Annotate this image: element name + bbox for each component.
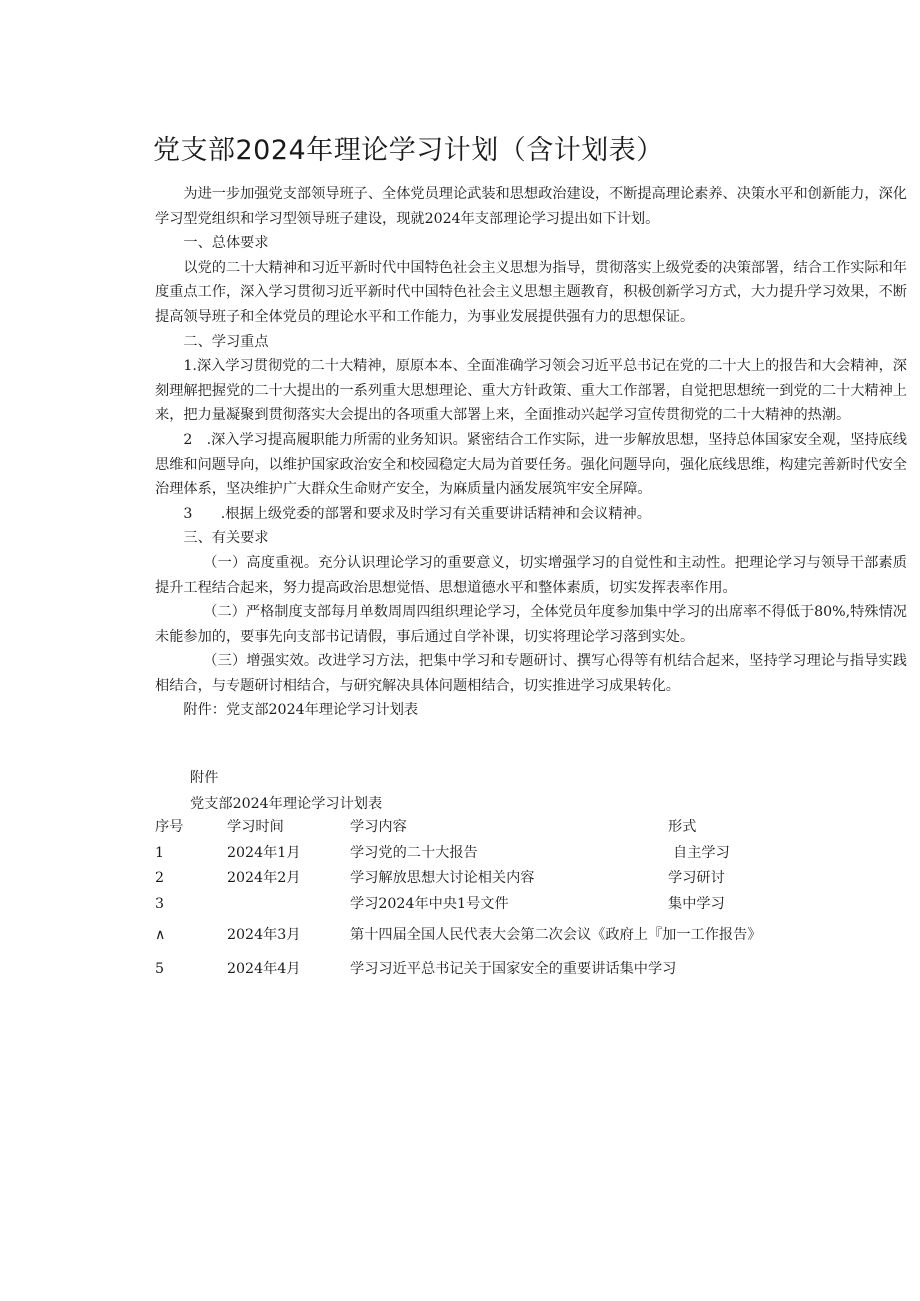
table-cell: 5 xyxy=(155,960,165,977)
requirements-paragraph: 以党的二十大精神和习近平新时代中国特色社会主义思想为指导，贯彻落实上级党委的决策部署，结合工作实际和年度重点工作，深入学习贯彻习近平新时代中国特色社会主义思想主题教育，积极创新学习方式，大力提升学习效果，不断提高领导班子和全体党员的理论水平和工作能力，为事业发展提供强有力的思想保证。 xyxy=(155,259,907,325)
table-row xyxy=(155,868,793,894)
header-cell: 形式 xyxy=(668,819,697,835)
appendix-table-title: 党支部2024年理论学习计划表 xyxy=(190,796,383,812)
header-cell: 学习内容 xyxy=(350,819,407,835)
header-cell: 序号 xyxy=(155,819,184,835)
related-item-1: （一）高度重视。充分认识理论学习的重要意义，切实增强学习的自觉性和主动性。把理论学习与领导干部素质提升工程结合起来，努力提高政治思想觉悟、思想道德水平和整体素质，切实发挥表率作用。 xyxy=(155,554,907,596)
section-heading-related: 三、有关要求 xyxy=(183,530,269,547)
table-cell: 2024年4月 xyxy=(227,960,301,977)
table-row xyxy=(155,919,793,951)
appendix-label: 附件 xyxy=(190,770,219,786)
section-heading-focus: 二、学习重点 xyxy=(183,333,269,350)
table-cell: 学习习近平总书记关于国家安全的重要讲话集中学习 xyxy=(350,960,677,977)
attachment-note: 附件：党支部2024年理论学习计划表 xyxy=(183,702,419,719)
header-cell: 学习时间 xyxy=(227,819,284,835)
table-cell: 学习解放思想大讨论相关内容 xyxy=(350,870,535,886)
table-row xyxy=(155,894,793,920)
table-cell: 3 xyxy=(155,895,165,912)
table-cell: 第十四届全国人民代表大会第二次会议《政府上『加一工作报告》 xyxy=(350,927,762,943)
table-cell: ∧ xyxy=(155,927,166,943)
table-cell: 学习2024年中央1号文件 xyxy=(350,895,509,912)
table-cell: 2 xyxy=(155,870,165,886)
section-heading-requirements: 一、总体要求 xyxy=(183,235,269,252)
table-cell: 自主学习 xyxy=(673,844,730,861)
table-cell: 1 xyxy=(155,844,165,861)
table-cell: 2024年1月 xyxy=(227,844,301,861)
table-cell xyxy=(227,894,350,920)
table-cell: 集中学习 xyxy=(668,895,725,912)
table-cell: 学习党的二十大报告 xyxy=(350,844,478,861)
related-item-3: （三）增强实效。改进学习方法，把集中学习和专题研讨、撰写心得等有机结合起来，坚持学习理论与指导实践相结合，与专题研讨相结合，与研究解决具体问题相结合，切实推进学习成果转化。 xyxy=(155,653,907,694)
table-cell: 2024年2月 xyxy=(227,870,301,886)
table-cell: 2024年3月 xyxy=(227,927,301,943)
table-row xyxy=(155,951,793,985)
table-header-row xyxy=(155,817,793,843)
document-body xyxy=(155,182,907,723)
focus-item-3: 3 .根据上级党委的部署和要求及时学习有关重要讲话精神和会议精神。 xyxy=(183,505,651,522)
study-plan-table xyxy=(155,817,793,984)
table-cell: 学习研讨 xyxy=(668,870,725,886)
related-item-2: （二）严格制度支部每月单数周周四组织理论学习，全体党员年度参加集中学习的出席率不得低于80%,特殊情况未能参加的，要事先向支部书记请假，事后通过自学补课，切实将理论学习落到实处。 xyxy=(155,604,907,645)
focus-item-2: 2 .深入学习提高履职能力所需的业务知识。紧密结合工作实际，进一步解放思想，坚持总体国家安全观，坚持底线思维和问题导向，以维护国家政治安全和校园稳定大局为首要任务。强化问题导向，强化底线思维，构建完善新时代安全治理体系，坚决维护广大群众生命财产安全，为麻质量内涵发展筑牢安全屏障。 xyxy=(155,431,907,498)
intro-paragraph: 为进一步加强党支部领导班子、全体党员理论武装和思想政治建设，不断提高理论素养、决策水平和创新能力，深化学习型党组织和学习型领导班子建设，现就2024年支部理论学习提出如下计划。 xyxy=(155,186,907,227)
table-row xyxy=(155,843,793,869)
focus-item-1: 1.深入学习贯彻党的二十大精神，原原本本、全面准确学习领会习近平总书记在党的二十大上的报告和大会精神，深刻理解把握党的二十大提出的一系列重大思想理论、重大方针政策、重大工作部署，自觉把思想统一到党的二十大精神上来，把力量凝聚到贯彻落实大会提出的各项重大部署上来，全面推动兴起学习宣传贯彻党的二十大精神的热潮。 xyxy=(155,358,907,424)
document-title: 党支部2024年理论学习计划（含计划表） xyxy=(153,135,664,166)
